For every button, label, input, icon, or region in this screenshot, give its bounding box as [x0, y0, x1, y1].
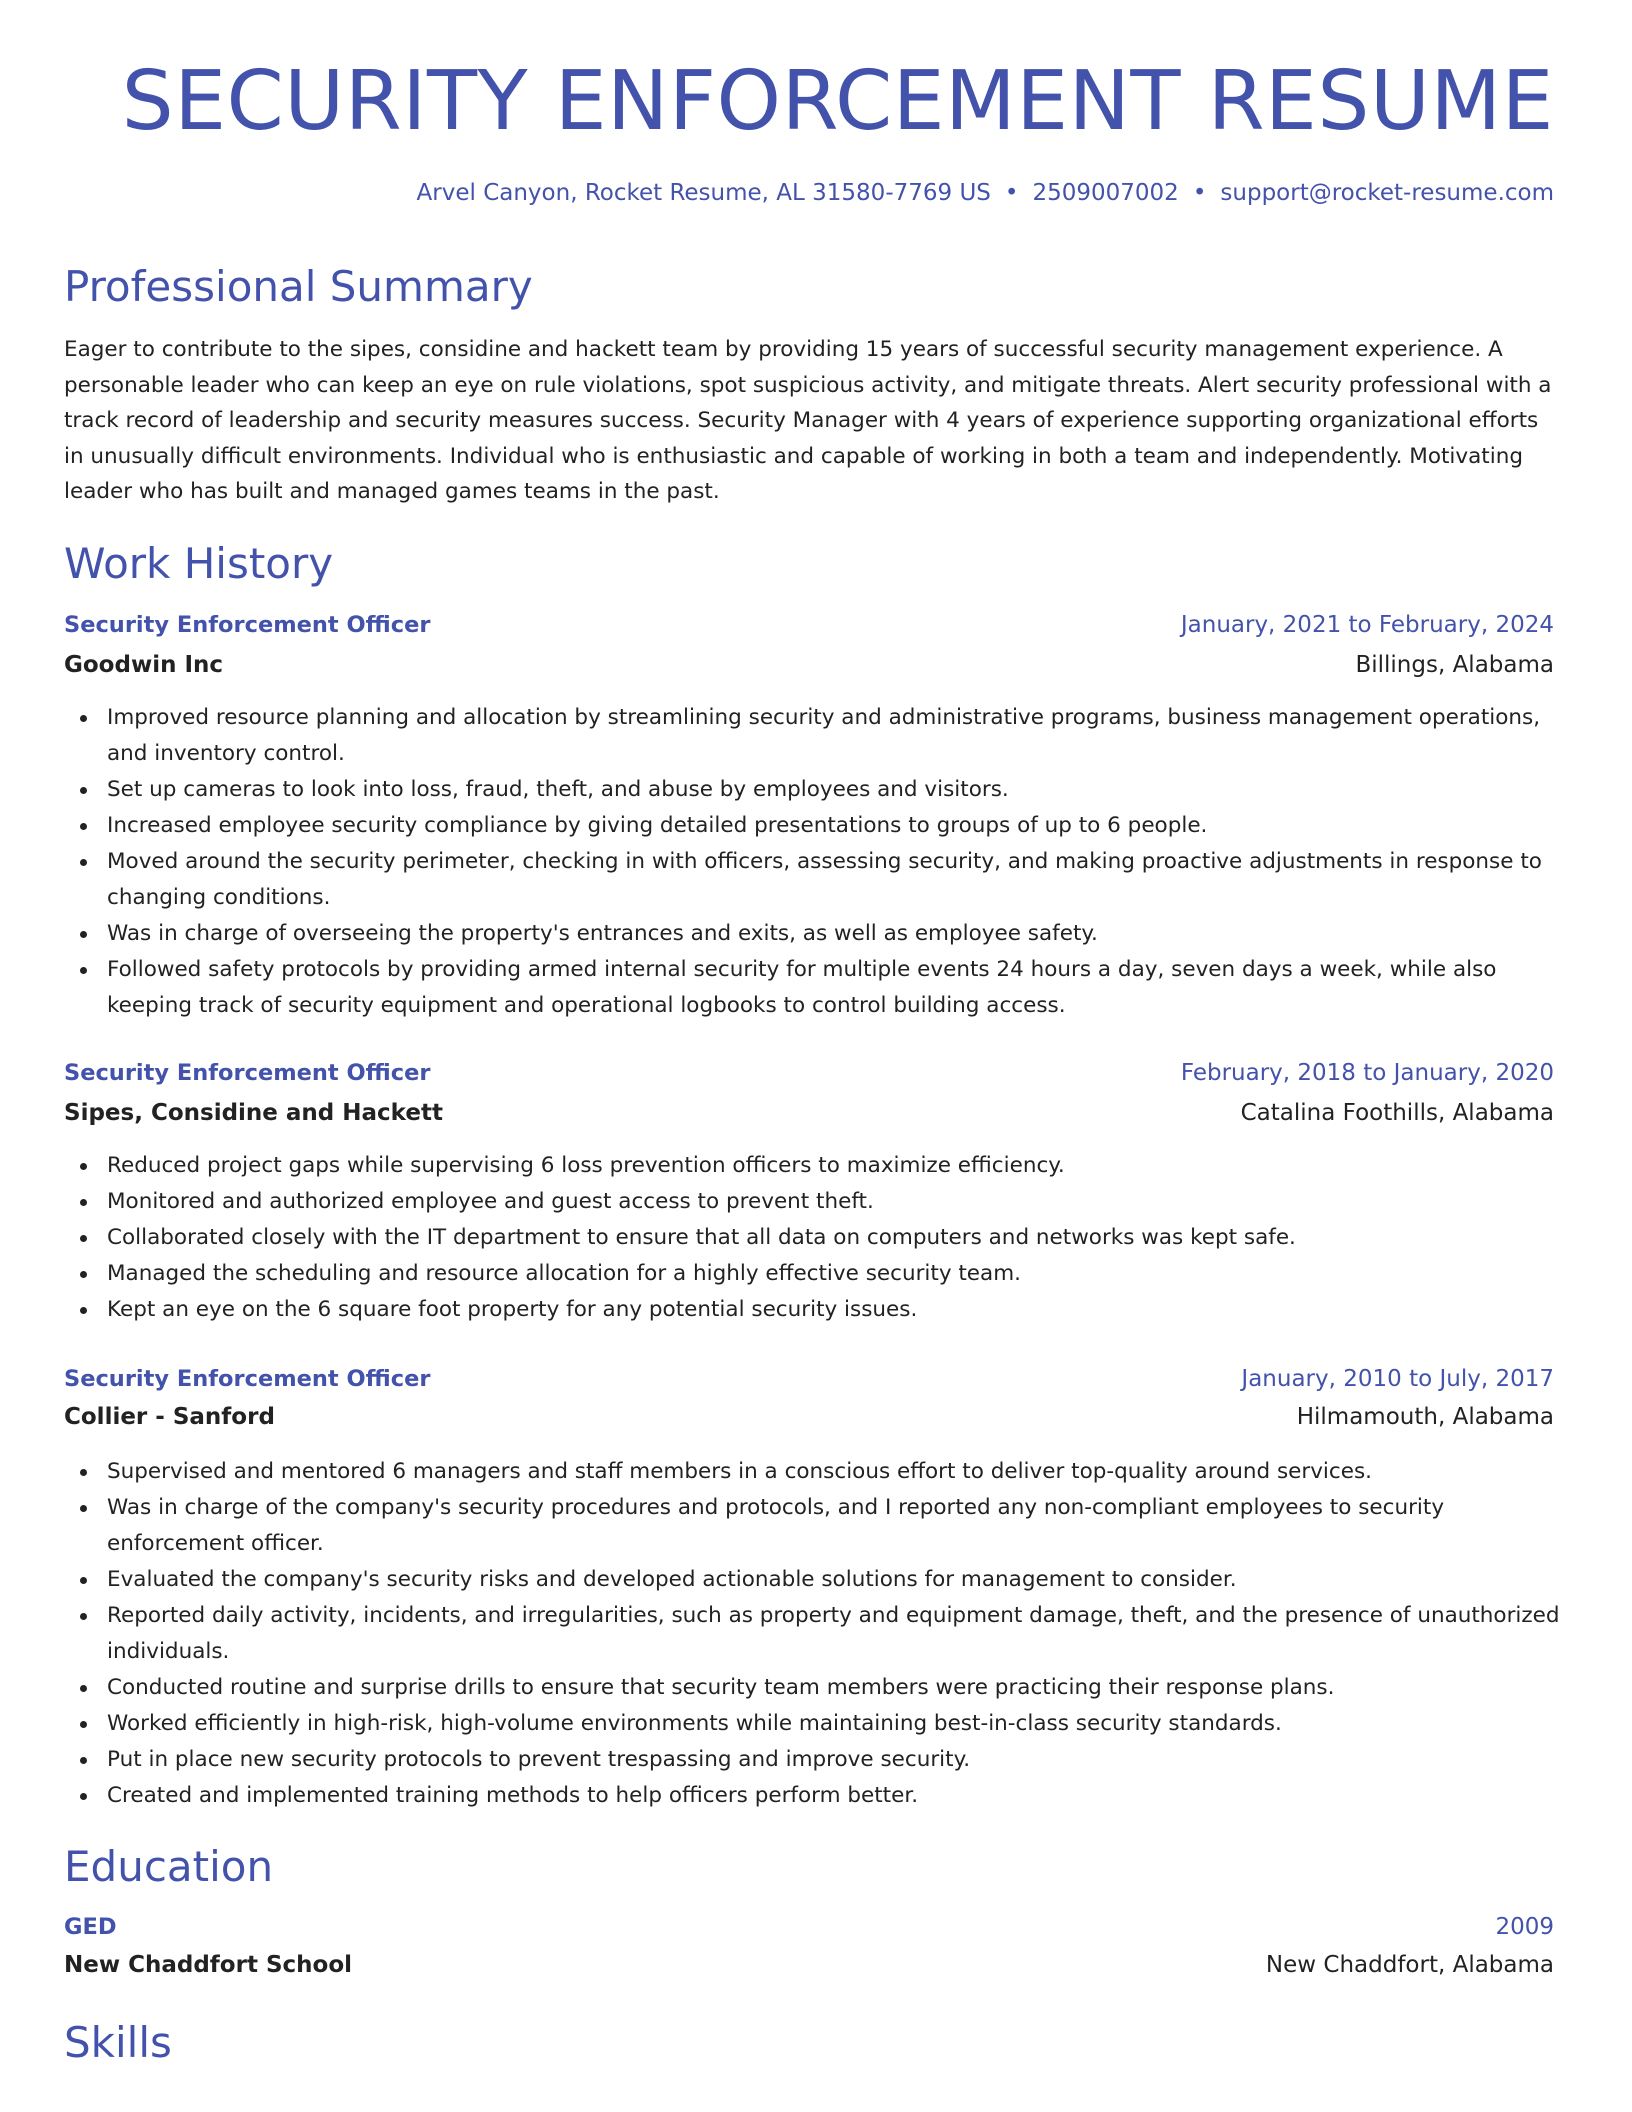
job-bullet: Worked efficiently in high-risk, high-volume environments while maintaining best-in-class security standards.	[107, 1706, 1597, 1742]
job-dates: January, 2021 to February, 2024	[1180, 612, 1554, 638]
job-bullet: Was in charge of the company's security procedures and protocols, and I reported any non-compliant employees to security enforcement officer.	[107, 1490, 1597, 1562]
job-dates: January, 2010 to July, 2017	[1241, 1366, 1554, 1392]
contact-address: Arvel Canyon, Rocket Resume, AL 31580-7769 US	[416, 180, 991, 206]
job-bullet: Set up cameras to look into loss, fraud, theft, and abuse by employees and visitors.	[107, 772, 1597, 808]
job-title: Security Enforcement Officer	[64, 1366, 431, 1392]
job-bullet-list	[64, 1454, 1597, 1814]
job-company: Collier - Sanford	[64, 1404, 275, 1430]
job-header	[64, 1366, 1554, 1392]
contact-separator: •	[1004, 180, 1019, 206]
education-location: New Chaddfort, Alabama	[1265, 1952, 1554, 1978]
job-location: Billings, Alabama	[1355, 652, 1554, 678]
job-company: Sipes, Considine and Hackett	[64, 1100, 443, 1126]
section-heading-education: Education	[64, 1842, 274, 1891]
job-bullet: Supervised and mentored 6 managers and staff members in a conscious effort to deliver top-quality around services.	[107, 1454, 1597, 1490]
job-bullet: Increased employee security compliance by giving detailed presentations to groups of up to 6 people.	[107, 808, 1597, 844]
job-bullet: Created and implemented training methods to help officers perform better.	[107, 1778, 1597, 1814]
contact-phone: 2509007002	[1032, 180, 1179, 206]
job-employer-row	[64, 652, 1554, 678]
job-bullet: Kept an eye on the 6 square foot property for any potential security issues.	[107, 1292, 1597, 1328]
job-bullet: Put in place new security protocols to prevent trespassing and improve security.	[107, 1742, 1597, 1778]
education-header	[64, 1914, 1554, 1940]
contact-email: support@rocket-resume.com	[1220, 180, 1554, 206]
job-bullet: Conducted routine and surprise drills to ensure that security team members were practicing their response plans.	[107, 1670, 1597, 1706]
job-bullet: Reduced project gaps while supervising 6 loss prevention officers to maximize efficiency.	[107, 1148, 1597, 1184]
section-heading-work-history: Work History	[64, 539, 334, 588]
job-bullet: Evaluated the company's security risks and developed actionable solutions for management to consider.	[107, 1562, 1597, 1598]
summary-text: Eager to contribute to the sipes, considine and hackett team by providing 15 years of successful security management experience. A personable leader who can keep an eye on rule violations, spot suspicious activity, and mitigate threats. Alert security professional with a track record of leadership and security measures success. Security Manager with 4 years of experience supporting organizational efforts in unusually difficult environments. Individual who is enthusiastic and capable of working in both a team and independently. Motivating leader who has built and managed games teams in the past.	[64, 337, 1552, 504]
job-employer-row	[64, 1100, 1554, 1126]
job-dates: February, 2018 to January, 2020	[1180, 1060, 1554, 1086]
job-bullet: Monitored and authorized employee and guest access to prevent theft.	[107, 1184, 1597, 1220]
job-bullet: Reported daily activity, incidents, and irregularities, such as property and equipment damage, theft, and the presence of unauthorized individuals.	[107, 1598, 1597, 1670]
job-bullet-list	[64, 1148, 1597, 1328]
education-year: 2009	[1495, 1914, 1554, 1940]
contact-separator: •	[1192, 180, 1207, 206]
job-bullet: Moved around the security perimeter, checking in with officers, assessing security, and making proactive adjustments in response to changing conditions.	[107, 844, 1597, 916]
resume-title: SECURITY ENFORCEMENT RESUME	[121, 54, 1554, 149]
job-location: Catalina Foothills, Alabama	[1240, 1100, 1554, 1126]
job-bullet-list	[64, 700, 1597, 1024]
job-title: Security Enforcement Officer	[64, 612, 431, 638]
education-school: New Chaddfort School	[64, 1952, 353, 1978]
job-bullet: Followed safety protocols by providing armed internal security for multiple events 24 hours a day, seven days a week, while also keeping track of security equipment and operational logbooks to control building access.	[107, 952, 1597, 1024]
job-bullet: Collaborated closely with the IT department to ensure that all data on computers and networks was kept safe.	[107, 1220, 1597, 1256]
education-degree: GED	[64, 1914, 117, 1940]
job-location: Hilmamouth, Alabama	[1296, 1404, 1554, 1430]
job-title: Security Enforcement Officer	[64, 1060, 431, 1086]
job-company: Goodwin Inc	[64, 652, 224, 678]
resume-page	[64, 0, 1560, 2067]
education-school-row	[64, 1952, 1554, 1978]
job-bullet: Improved resource planning and allocation by streamlining security and administrative programs, business management operations, and inventory control.	[107, 700, 1597, 772]
job-bullet: Was in charge of overseeing the property's entrances and exits, as well as employee safety.	[107, 916, 1597, 952]
section-heading-summary: Professional Summary	[64, 262, 533, 311]
contact-line	[417, 178, 1554, 208]
job-header	[64, 1060, 1554, 1086]
job-employer-row	[64, 1404, 1554, 1430]
job-header	[64, 612, 1554, 638]
job-bullet: Managed the scheduling and resource allocation for a highly effective security team.	[107, 1256, 1597, 1292]
section-heading-skills: Skills	[64, 2018, 172, 2067]
